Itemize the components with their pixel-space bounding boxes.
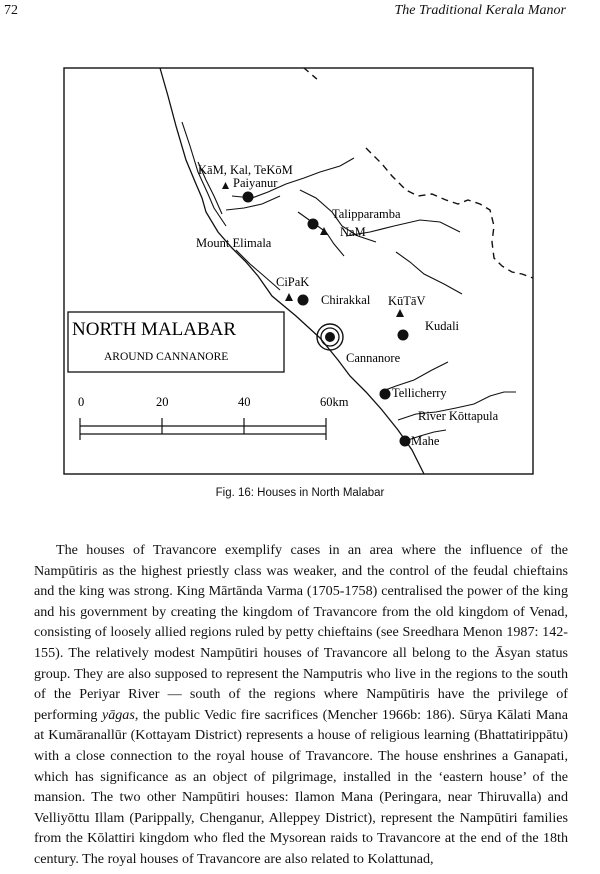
cannanore-dot [325, 332, 335, 342]
chirakkal-dot [298, 295, 309, 306]
label-mount-eli: Mount Elimala [196, 236, 272, 250]
kudali-dot [398, 330, 409, 341]
label-river: River Kōttapula [418, 409, 499, 423]
running-title: The Traditional Kerala Manor [394, 3, 566, 18]
mahe-dot [400, 436, 411, 447]
label-cipak: CiPaK [276, 275, 310, 289]
river [396, 252, 462, 294]
label-talipparamba: Talipparamba [332, 207, 401, 221]
label-cannanore: Cannanore [346, 351, 401, 365]
label-nam: NaM [340, 225, 366, 239]
label-payyanur: Paiyanur [233, 176, 278, 190]
scale-label: 20 [156, 395, 169, 409]
scale-label: 0 [78, 395, 85, 409]
boundary-tick [304, 68, 318, 80]
kutav-triangle [396, 309, 404, 317]
body-text: The houses of Travancore exemplify cases in an area where the influence of the Nampūtiris as the highest priestly class was weaker, and the control of the feudal chieftains and the king was strong. King Mārtānda Varma (1705-1758) centralised the power of the king and his government by creating the kingdom of Travancore from the old kingdom of Venad, consisting of loosely allied regions ruled by petty chieftains (see Sreedhara Menon 1987: 142-155). The relatively modest Nampūtiri houses of Travancore all belong to the Āsyan status group. They are also supposed to represent the Namputris who live in the regions to the south of the Periyar River — south of the regions where Nampūtiris have the privilege of performing [34, 542, 568, 723]
body-text: , the public Vedic fire sacrifices (Mencher 1966b: 186). Sūrya Kālati Mana at Kumāranallūr (Kottayam District) represents a house of religious learning (Bhattatirippātu) with a close connection to the royal house of Travancore. The house enshrines a Ganapati, which has significance as an object of pilgrimage, installed in the ‘eastern house’ of the mansion. The two other Nampūtiri houses: Ilamon Mana (Peringara, near Thiruvalla) and Velliyōttu Illam (Parippally, Chenganur, Alleppey District), represent the Nampūtiri families from the Kōlattiri kingdom who fled the Mysorean raids to Travancore at the end of the 18th century. The royal houses of Travancore are also related to Kolattunad, [34, 706, 568, 867]
talipparamba-dot [308, 219, 319, 230]
label-kam: KāM, Kal, TeKōM [198, 163, 293, 177]
kam-triangle [222, 182, 229, 189]
legend-subtitle: AROUND CANNANORE [104, 351, 229, 363]
figure-caption: Fig. 16: Houses in North Malabar [215, 487, 385, 499]
backwater [236, 250, 280, 290]
scale-label: 40 [238, 395, 251, 409]
label-tellicherry: Tellicherry [392, 386, 447, 400]
label-kutav: KūTāV [388, 294, 426, 308]
scale-label: 60km [320, 395, 349, 409]
label-kudali: Kudali [425, 319, 460, 333]
tellicherry-dot [380, 389, 391, 400]
body-italic-term: yāgas [101, 706, 135, 723]
label-chirakkal: Chirakkal [321, 293, 371, 307]
cipak-triangle [285, 293, 293, 301]
legend-title: NORTH MALABAR [72, 319, 237, 340]
scale-bar [78, 395, 349, 440]
page-number: 72 [4, 3, 18, 18]
payyanur-dot [243, 192, 254, 203]
coastline [160, 68, 424, 474]
body-paragraph [34, 540, 568, 870]
label-mahe: Mahe [411, 434, 440, 448]
